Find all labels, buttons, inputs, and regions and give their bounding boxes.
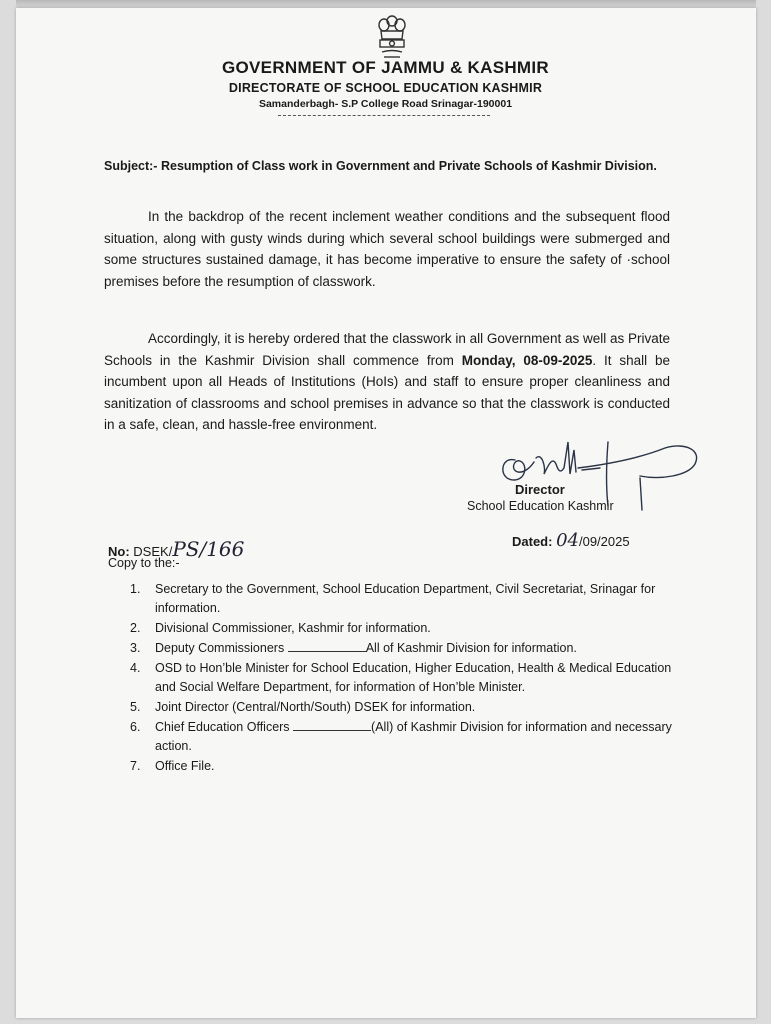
order-number-label: No: <box>108 544 130 559</box>
order-date-label: Dated: <box>512 534 553 549</box>
list-number: 3. <box>130 641 141 655</box>
list-text-pre: Deputy Commissioners <box>155 641 285 655</box>
list-text: Office File. <box>155 759 215 773</box>
list-text: Divisional Commissioner, Kashmir for information. <box>155 621 431 635</box>
list-text-post: All of Kashmir Division for information. <box>365 641 577 655</box>
blank-line <box>293 720 371 731</box>
copy-list <box>130 580 678 777</box>
list-text: OSD to Hon’ble Minister for School Education, Higher Education, Health & Medical Education and Social Welfare Department, for information of Hon’ble Minister. <box>155 661 672 694</box>
body-paragraph-1: In the backdrop of the recent inclement weather conditions and the subsequent flood situation, along with gusty winds during which several school buildings were submerged and some structures sustained damage, it has become imperative to ensure the safety of ·school premises before the resumption of classwork. <box>104 209 670 289</box>
subject-label: Subject:- <box>104 159 158 173</box>
list-item <box>130 757 678 776</box>
order-date-rest: /09/2025 <box>578 534 630 549</box>
list-item <box>130 619 678 638</box>
national-emblem-icon <box>372 12 412 62</box>
list-item <box>130 659 678 697</box>
order-number-prefix: DSEK/ <box>133 544 173 559</box>
list-text: Secretary to the Government, School Education Department, Civil Secretariat, Srinagar for information. <box>155 582 656 615</box>
paragraph-2-start: Accordingly, it is hereby ordered that the classwork in all Government as well as Private Schools in the Kashmir Division shall commence from <box>104 331 670 368</box>
list-text: Joint Director (Central/North/South) DSEK for information. <box>155 700 476 714</box>
order-number-handwritten: PS/166 <box>172 537 245 561</box>
signatory-title: Director <box>515 482 565 497</box>
list-number: 6. <box>130 720 141 734</box>
list-item <box>130 718 678 756</box>
government-title: GOVERNMENT OF JAMMU & KASHMIR <box>222 58 549 77</box>
commencement-date: Monday, 08-09-2025 <box>461 352 593 368</box>
list-number: 2. <box>130 621 141 635</box>
list-item <box>130 580 678 618</box>
blank-line <box>288 641 366 652</box>
subject-text: Resumption of Class work in Government and Private Schools of Kashmir Division. <box>160 159 657 173</box>
office-address: Samanderbagh- S.P College Road Srinagar-190001 <box>258 98 513 110</box>
order-date <box>512 530 630 551</box>
signatory-department: School Education Kashmir <box>467 499 614 513</box>
header-divider <box>278 115 490 116</box>
paragraph-2-end: . It shall be incumbent upon all Heads of Institutions (HoIs) and staff to ensure proper cleanliness and sanitization of classrooms and school premises in advance so that the classwork is conducted in a safe, clean, and hassle-free environment. <box>104 352 670 432</box>
list-number: 1. <box>130 582 141 596</box>
list-item <box>130 698 678 717</box>
directorate-title: DIRECTORATE OF SCHOOL EDUCATION KASHMIR <box>228 81 543 95</box>
list-number: 5. <box>130 700 141 714</box>
list-number: 7. <box>130 759 141 773</box>
list-number: 4. <box>130 661 141 675</box>
subject-line <box>104 158 670 175</box>
copy-to-label: Copy to the:- <box>108 556 180 570</box>
body-paragraph-2 <box>104 328 670 436</box>
order-date-day: 04 <box>556 530 579 551</box>
list-item <box>130 639 678 658</box>
list-text-pre: Chief Education Officers <box>155 720 290 734</box>
list-text-post: (All) of Kashmir Division for information and necessary action. <box>155 720 672 753</box>
